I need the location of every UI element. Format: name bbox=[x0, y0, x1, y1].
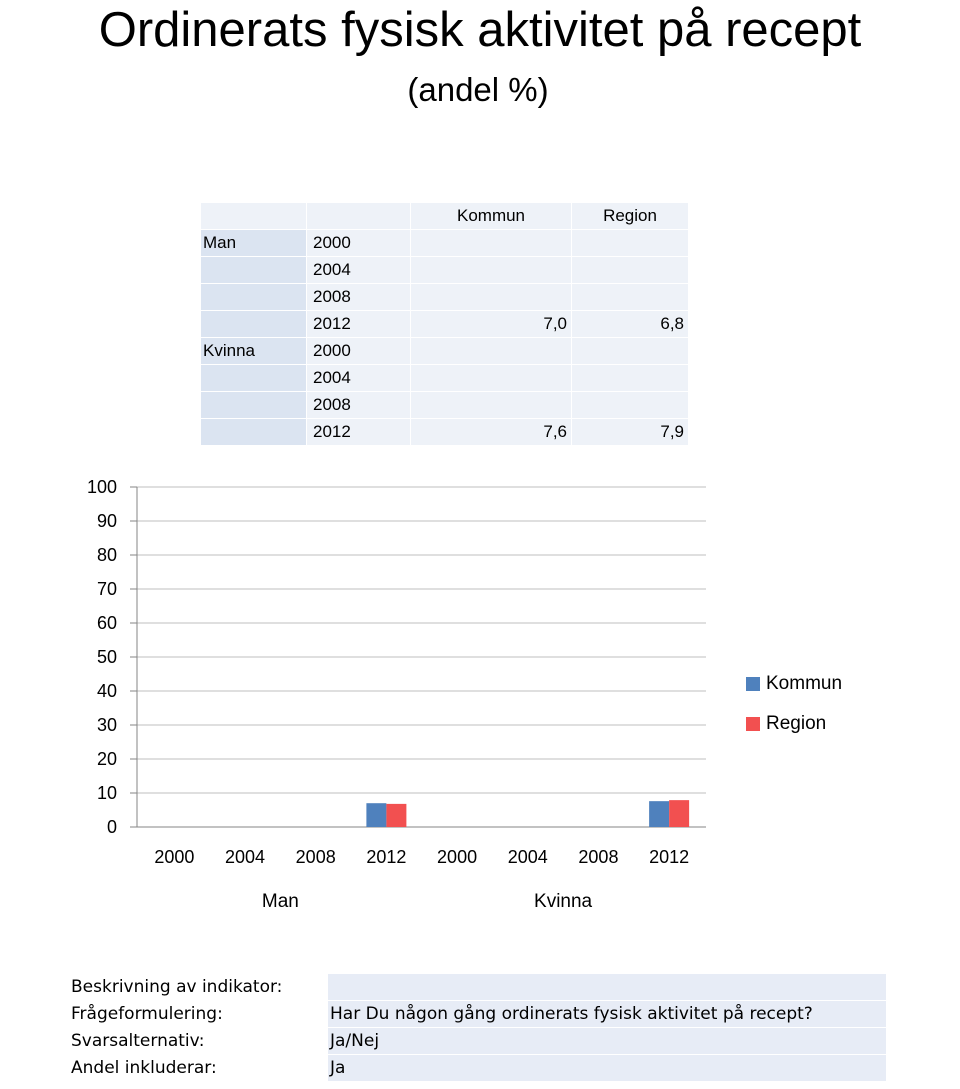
table-cell-region bbox=[572, 284, 689, 311]
y-tick-label: 40 bbox=[96, 681, 117, 701]
info-row bbox=[69, 1028, 887, 1055]
y-tick-label: 0 bbox=[106, 817, 117, 837]
info-label: Andel inkluderar: bbox=[69, 1055, 328, 1082]
info-label: Frågeformulering: bbox=[69, 1001, 328, 1028]
y-tick-label: 30 bbox=[96, 715, 117, 735]
table-cell-region: 6,8 bbox=[572, 311, 689, 338]
y-tick-label: 100 bbox=[86, 477, 117, 497]
table-cell-group bbox=[201, 257, 307, 284]
legend-label-kommun: Kommun bbox=[766, 673, 843, 694]
table-cell-kommun bbox=[411, 392, 572, 419]
table-row bbox=[201, 419, 689, 446]
info-row bbox=[69, 974, 887, 1001]
table-header-region: Region bbox=[572, 203, 689, 230]
legend-swatch-kommun bbox=[746, 677, 760, 691]
y-tick-label: 80 bbox=[96, 545, 117, 565]
table-cell-kommun: 7,6 bbox=[411, 419, 572, 446]
table-cell-year: 2008 bbox=[307, 392, 411, 419]
info-value: Ja/Nej bbox=[328, 1028, 887, 1055]
info-label: Svarsalternativ: bbox=[69, 1028, 328, 1055]
y-tick-label: 20 bbox=[96, 749, 117, 769]
table-cell-group: Man bbox=[201, 230, 307, 257]
info-value: Har Du någon gång ordinerats fysisk aktivitet på recept? bbox=[328, 1001, 887, 1028]
info-value: Ja bbox=[328, 1055, 887, 1082]
table-cell-group bbox=[201, 284, 307, 311]
bar-region bbox=[669, 800, 689, 827]
y-tick-label: 10 bbox=[96, 783, 117, 803]
table-cell-year: 2004 bbox=[307, 257, 411, 284]
table-header-kommun: Kommun bbox=[411, 203, 572, 230]
table-cell-year: 2008 bbox=[307, 284, 411, 311]
bar-region bbox=[386, 804, 406, 827]
table-row bbox=[201, 257, 689, 284]
table-row bbox=[201, 284, 689, 311]
x-tick-label: 2008 bbox=[578, 847, 619, 867]
bar-kommun bbox=[649, 801, 669, 827]
table-row bbox=[201, 365, 689, 392]
bar-kommun bbox=[366, 803, 386, 827]
x-tick-label: 2012 bbox=[649, 847, 690, 867]
info-row bbox=[69, 1055, 887, 1082]
table-cell-region bbox=[572, 257, 689, 284]
legend-item-kommun bbox=[746, 664, 842, 704]
legend-swatch-region bbox=[746, 717, 760, 731]
table-cell-group bbox=[201, 419, 307, 446]
table-cell-region bbox=[572, 230, 689, 257]
table-cell-kommun bbox=[411, 365, 572, 392]
page-title: Ordinerats fysisk aktivitet på recept bbox=[98, 3, 862, 57]
y-tick-label: 70 bbox=[96, 579, 117, 599]
x-tick-label: 2000 bbox=[437, 847, 478, 867]
y-tick-label: 50 bbox=[96, 647, 117, 667]
info-row bbox=[69, 1001, 887, 1028]
table-header-row bbox=[201, 203, 689, 230]
legend-label-region: Region bbox=[766, 713, 827, 734]
y-tick-label: 90 bbox=[96, 511, 117, 531]
table-cell-kommun: 7,0 bbox=[411, 311, 572, 338]
table-cell-year: 2012 bbox=[307, 311, 411, 338]
x-group-label: Man bbox=[261, 891, 299, 912]
table-cell-kommun bbox=[411, 338, 572, 365]
table-cell-kommun bbox=[411, 284, 572, 311]
table-cell-group: Kvinna bbox=[201, 338, 307, 365]
table-cell-group bbox=[201, 392, 307, 419]
data-table bbox=[200, 202, 689, 446]
chart-legend bbox=[746, 664, 842, 744]
x-tick-label: 2008 bbox=[295, 847, 336, 867]
table-header-blank bbox=[201, 203, 307, 230]
subtitle-text: (andel %) bbox=[407, 71, 549, 108]
table-cell-year: 2000 bbox=[307, 230, 411, 257]
page-subtitle bbox=[0, 70, 960, 110]
x-tick-label: 2012 bbox=[366, 847, 407, 867]
table-row bbox=[201, 311, 689, 338]
x-group-label: Kvinna bbox=[534, 891, 593, 912]
y-tick-label: 60 bbox=[96, 613, 117, 633]
table-cell-group bbox=[201, 311, 307, 338]
table-cell-kommun bbox=[411, 230, 572, 257]
table-row bbox=[201, 338, 689, 365]
table-cell-region bbox=[572, 365, 689, 392]
table-cell-region bbox=[572, 392, 689, 419]
indicator-info-table bbox=[68, 973, 887, 1082]
info-value bbox=[328, 974, 887, 1001]
table-row bbox=[201, 392, 689, 419]
x-tick-label: 2000 bbox=[154, 847, 195, 867]
table-cell-year: 2012 bbox=[307, 419, 411, 446]
info-label: Beskrivning av indikator: bbox=[69, 974, 328, 1001]
x-tick-label: 2004 bbox=[507, 847, 548, 867]
table-cell-region bbox=[572, 338, 689, 365]
table-cell-kommun bbox=[411, 257, 572, 284]
table-cell-region: 7,9 bbox=[572, 419, 689, 446]
table-header-blank bbox=[307, 203, 411, 230]
x-tick-label: 2004 bbox=[225, 847, 266, 867]
table-row bbox=[201, 230, 689, 257]
table-cell-group bbox=[201, 365, 307, 392]
legend-item-region bbox=[746, 704, 842, 744]
table-cell-year: 2004 bbox=[307, 365, 411, 392]
table-cell-year: 2000 bbox=[307, 338, 411, 365]
